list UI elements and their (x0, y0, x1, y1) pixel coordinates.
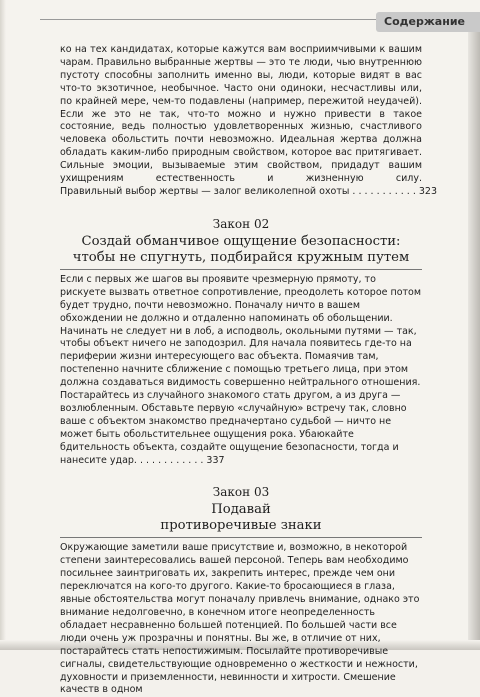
law-03-paragraph: Окружающие заметили ваше присутствие и, возможно, в некоторой степени заинтересовались вашей персоной. Теперь вам необходимо посильнее заинтриговать их, закрепить интерес, прежде чем они переключатся на кого-то другого. Какие-то бросающиеся в глаза, явные обстоятельства могут поначалу привлечь внимание, однако это внимание недолговечно, в конечном итоге неопределенность обладает несравненно большей потенцией. По большей части все люди очень уж прозрачны и понятны. Вы же, в отличие от них, постарайтесь стать непостижимым. Посылайте противоречивые сигналы, свидетельствующие одновременно о жесткости и нежности, духовности и приземленности, невинности и хитрости. Смешение качеств в одном (60, 542, 420, 696)
law-02-label: Закон 02 (212, 216, 270, 231)
law-03-title-line-1: Подавай (211, 502, 271, 518)
law-03-title-line-2: противоречивые знаки (160, 518, 322, 534)
law-02-title-line-1: Создай обманчивое ощущение безопасности: (81, 233, 401, 249)
section-tab-label: Содержание (384, 15, 465, 28)
intro-paragraph (60, 44, 437, 199)
law-03-label: Закон 03 (212, 485, 270, 500)
intro-text: ко на тех кандидатах, которые кажутся вам восприимчивыми к вашим чарам. Правильно выбранные жертвы — это те люди, чью внутреннюю пустоту способны заполнить именно вы, люди, которые видят в вас что-то экзотичное, необычное. Часто они одиноки, несчастливы или, по крайней мере, чем-то подавлены (например, пережитой неудачей). Если же это не так, что-то можно и нужно привести в такое состояние, ведь полностью удовлетворенных жизнью, счастливого человека обольстить почти невозможно. Идеальная жертва должна обладать каким-либо природным свойством, которое вас притягивает. Сильные эмоции, вызываемые этим свойством, придадут вашим ухищрениям естественность и жизненную силу. (60, 44, 422, 185)
toc-entry-323: Правильный выбор жертвы — залог великолепной охоты . . . . . . . . . . . 323 (60, 185, 437, 197)
gutter-shadow (0, 0, 6, 650)
section-tab (376, 12, 480, 32)
law-03-rule (60, 537, 422, 538)
law-02-title-line-2: чтобы не спугнуть, подбирайся кружным путем (72, 249, 410, 265)
page-content (60, 44, 437, 697)
header-rule (40, 19, 376, 20)
law-02-paragraph: Если с первых же шагов вы проявите чрезмерную прямоту, то рискуете вызвать ответное сопротивление, преодолеть которое потом будет трудно, почти невозможно. Поначалу ничто в вашем обхождении не должно и отдаленно напоминать об обольщении. Начинать не следует ни в лоб, а исподволь, окольными путями — так, чтобы объект ничего не заподозрил. Для начала появитесь где-то на периферии жизни интересующего вас объекта. Помаячив там, постепенно начните сближение с помощью третьего лица, при этом должна создаваться видимость совершенно нейтрального отношения. Постарайтесь из случайного знакомого стать другом, а из друга — возлюбленным. Обставьте первую «случайную» встречу так, словно ваше с объектом знакомство предначертано судьбой — ничто не может быть обольстительнее ощущения рока. Убаюкайте бдительность объекта, создайте ощущение безопасности, тогда и нанесите удар. . . . . . . . . . . . 337 (60, 273, 422, 466)
law-02-rule (60, 269, 422, 270)
page-edge-right (468, 30, 480, 650)
